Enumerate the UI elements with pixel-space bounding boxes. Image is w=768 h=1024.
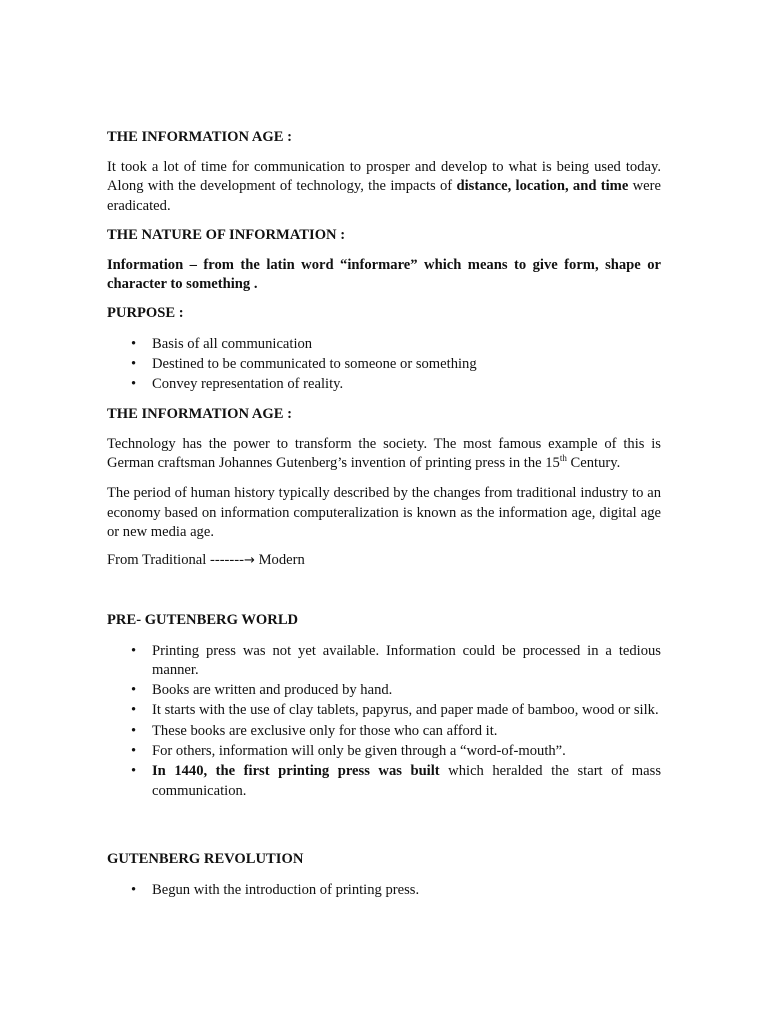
bullet-icon: • xyxy=(131,375,137,392)
paragraph-information-age-definition: The period of human history typically described by the changes from traditional industry to an economy based on information computeralization is known as the information age, digital age or new media age. xyxy=(107,485,661,541)
paragraph-information-age-intro: It took a lot of time for communication to prosper and develop to what is being used today. Along with the development of technology, the impacts of distance, location, and time were eradicated. xyxy=(107,158,661,214)
bold-phrase: distance, location, and time xyxy=(456,178,629,195)
arrow-right-icon: → xyxy=(244,553,255,568)
heading-pre-gutenberg-world: PRE- GUTENBERG WORLD xyxy=(107,612,299,628)
bullet-icon: • xyxy=(131,763,137,780)
bullet-icon: • xyxy=(131,742,137,759)
heading-nature-of-information: THE NATURE OF INFORMATION : xyxy=(107,227,346,243)
bullet-icon: • xyxy=(131,722,137,739)
bullet-icon: • xyxy=(131,682,137,699)
list-item: • It starts with the use of clay tablets, papyrus, and paper made of bamboo, wood or silk. xyxy=(107,701,661,721)
gutenberg-revolution-list xyxy=(107,881,661,901)
bullet-icon: • xyxy=(131,335,137,352)
purpose-list xyxy=(107,335,661,396)
list-item: • Begun with the introduction of printing press. xyxy=(107,881,661,901)
list-item: • These books are exclusive only for those who can afford it. xyxy=(107,722,661,742)
bullet-icon: • xyxy=(131,881,137,898)
heading-purpose: PURPOSE : xyxy=(107,305,184,321)
list-item: • In 1440, the first printing press was built which heralded the start of mass communication. xyxy=(131,763,661,799)
list-item: • Printing press was not yet available. Information could be processed in a tedious manner. xyxy=(131,642,661,679)
list-item: • Convey representation of reality. xyxy=(107,375,661,395)
paragraph-technology: Technology has the power to transform the society. The most famous example of this is German craftsman Johannes Gutenberg’s invention of printing press in the 15th Century. xyxy=(107,435,661,472)
pre-gutenberg-list xyxy=(107,642,661,802)
list-item: • Basis of all communication xyxy=(107,335,661,355)
heading-information-age: THE INFORMATION AGE : xyxy=(107,129,293,145)
list-item: • For others, information will only be given through a “word-of-mouth”. xyxy=(107,742,661,762)
definition-information: Information – from the latin word “informare” which means to give form, shape or character to something . xyxy=(107,256,661,293)
list-item: • Books are written and produced by hand. xyxy=(107,681,661,701)
bullet-icon: • xyxy=(131,702,137,719)
bullet-icon: • xyxy=(131,642,137,659)
traditional-to-modern: From Traditional -------→ Modern xyxy=(107,552,305,568)
heading-information-age-2: THE INFORMATION AGE : xyxy=(107,406,293,422)
heading-gutenberg-revolution: GUTENBERG REVOLUTION xyxy=(107,851,304,867)
bullet-icon: • xyxy=(131,355,137,372)
list-item: • Destined to be communicated to someone or something xyxy=(107,355,661,375)
